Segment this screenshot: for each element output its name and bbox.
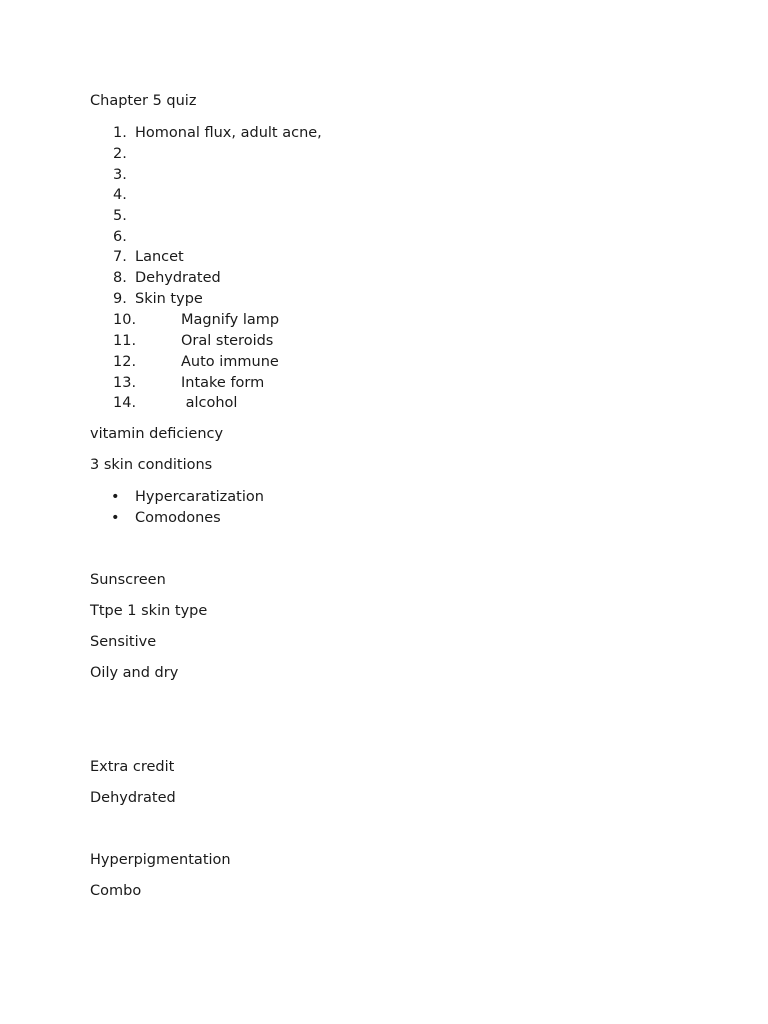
list-number: 12. xyxy=(113,354,137,370)
list-item: Intake form xyxy=(181,375,265,391)
document-title: Chapter 5 quiz xyxy=(90,93,197,109)
paragraph-combo: Combo xyxy=(90,883,142,899)
list-item: Lancet xyxy=(135,249,184,265)
bullet-icon: • xyxy=(111,510,120,526)
list-number: 13. xyxy=(113,375,137,391)
paragraph-extra-credit: Extra credit xyxy=(90,759,175,775)
bullet-icon: • xyxy=(111,489,120,505)
list-number: 5. xyxy=(113,208,127,224)
paragraph-sensitive: Sensitive xyxy=(90,634,157,650)
list-item: Auto immune xyxy=(181,354,279,370)
list-item: Homonal flux, adult acne, xyxy=(135,125,322,141)
list-number: 14. xyxy=(113,395,137,411)
list-item: alcohol xyxy=(181,395,238,411)
list-number: 7. xyxy=(113,249,127,265)
paragraph-hyperpigmentation: Hyperpigmentation xyxy=(90,852,231,868)
paragraph-conditions: 3 skin conditions xyxy=(90,457,213,473)
list-number: 11. xyxy=(113,333,137,349)
bullet-item: Hypercaratization xyxy=(135,489,264,505)
paragraph-type1: Ttpe 1 skin type xyxy=(90,603,208,619)
list-item: Oral steroids xyxy=(181,333,274,349)
paragraph-sunscreen: Sunscreen xyxy=(90,572,166,588)
paragraph-dehydrated: Dehydrated xyxy=(90,790,176,806)
list-item: Dehydrated xyxy=(135,270,221,286)
bullet-item: Comodones xyxy=(135,510,221,526)
list-number: 9. xyxy=(113,291,127,307)
list-number: 2. xyxy=(113,146,127,162)
list-number: 1. xyxy=(113,125,127,141)
list-number: 4. xyxy=(113,187,127,203)
paragraph-vitamin: vitamin deficiency xyxy=(90,426,224,442)
list-number: 3. xyxy=(113,167,127,183)
paragraph-oily: Oily and dry xyxy=(90,665,179,681)
list-item: Skin type xyxy=(135,291,203,307)
list-item: Magnify lamp xyxy=(181,312,280,328)
list-number: 6. xyxy=(113,229,127,245)
list-number: 8. xyxy=(113,270,127,286)
list-number: 10. xyxy=(113,312,137,328)
